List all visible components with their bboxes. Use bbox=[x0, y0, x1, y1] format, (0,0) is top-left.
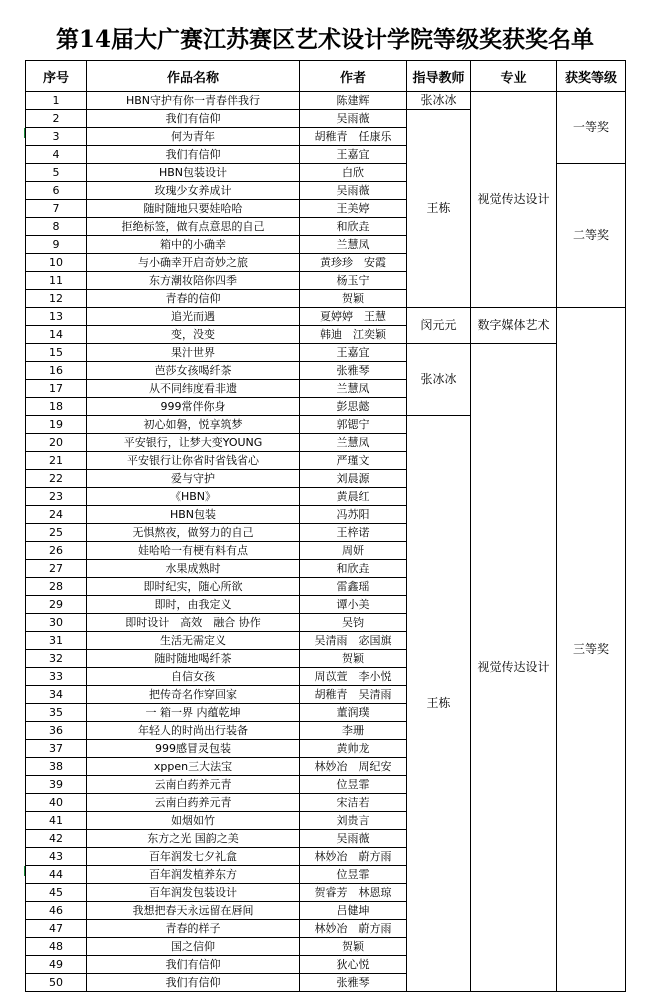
header-author: 作者 bbox=[300, 61, 407, 92]
page-title: 第14届大广赛江苏赛区艺术设计学院等级奖获奖名单 bbox=[55, 26, 594, 53]
seq-cell: 20 bbox=[26, 434, 87, 452]
author-cell: 吴雨薇 bbox=[300, 182, 407, 200]
work-name-cell: 百年润发植养东方 bbox=[87, 866, 300, 884]
table-body bbox=[26, 92, 626, 992]
author-cell: 林妙冶 蔚方雨 bbox=[300, 920, 407, 938]
author-cell: 吴钧 bbox=[300, 614, 407, 632]
work-name-cell: 《HBN》 bbox=[87, 488, 300, 506]
author-cell: 胡稚青 任康乐 bbox=[300, 128, 407, 146]
work-name-cell: 从不同纬度看非遗 bbox=[87, 380, 300, 398]
seq-cell: 7 bbox=[26, 200, 87, 218]
author-cell: 狄心悦 bbox=[300, 956, 407, 974]
teacher-cell: 闵元元 bbox=[407, 308, 471, 344]
author-cell: 宋洁若 bbox=[300, 794, 407, 812]
seq-cell: 23 bbox=[26, 488, 87, 506]
author-cell: 林妙冶 蔚方雨 bbox=[300, 848, 407, 866]
author-cell: 贺睿芳 林恩琼 bbox=[300, 884, 407, 902]
author-cell: 贺颖 bbox=[300, 938, 407, 956]
author-cell: 兰慧凤 bbox=[300, 380, 407, 398]
work-name-cell: 东方潮妆陪你四季 bbox=[87, 272, 300, 290]
work-name-cell: 随时随地喝纤茶 bbox=[87, 650, 300, 668]
author-cell: 吴清雨 宓国旗 bbox=[300, 632, 407, 650]
major-cell: 视觉传达设计 bbox=[471, 344, 557, 992]
author-cell: 冯苏阳 bbox=[300, 506, 407, 524]
work-name-cell: 百年润发包装设计 bbox=[87, 884, 300, 902]
header-teacher: 指导教师 bbox=[407, 61, 471, 92]
seq-cell: 2 bbox=[26, 110, 87, 128]
table-row bbox=[26, 344, 626, 362]
seq-cell: 6 bbox=[26, 182, 87, 200]
author-cell: 兰慧凤 bbox=[300, 236, 407, 254]
award-table bbox=[25, 60, 626, 992]
work-name-cell: 国之信仰 bbox=[87, 938, 300, 956]
seq-cell: 30 bbox=[26, 614, 87, 632]
header-major: 专业 bbox=[471, 61, 557, 92]
seq-cell: 48 bbox=[26, 938, 87, 956]
work-name-cell: 生活无需定义 bbox=[87, 632, 300, 650]
author-cell: 胡稚青 吴清雨 bbox=[300, 686, 407, 704]
author-cell: 董润璞 bbox=[300, 704, 407, 722]
seq-cell: 19 bbox=[26, 416, 87, 434]
seq-cell: 14 bbox=[26, 326, 87, 344]
seq-cell: 29 bbox=[26, 596, 87, 614]
seq-cell: 10 bbox=[26, 254, 87, 272]
author-cell: 周妍 bbox=[300, 542, 407, 560]
seq-cell: 9 bbox=[26, 236, 87, 254]
work-name-cell: 娃哈哈一有梗有料有点 bbox=[87, 542, 300, 560]
author-cell: 张雅琴 bbox=[300, 362, 407, 380]
work-name-cell: 我们有信仰 bbox=[87, 974, 300, 992]
seq-cell: 8 bbox=[26, 218, 87, 236]
seq-cell: 37 bbox=[26, 740, 87, 758]
work-name-cell: 变，没变 bbox=[87, 326, 300, 344]
work-name-cell: 一 箱一界 内蕴乾坤 bbox=[87, 704, 300, 722]
seq-cell: 34 bbox=[26, 686, 87, 704]
work-name-cell: 与小确幸开启奇妙之旅 bbox=[87, 254, 300, 272]
seq-cell: 35 bbox=[26, 704, 87, 722]
author-cell: 位昱霏 bbox=[300, 866, 407, 884]
author-cell: 王美婷 bbox=[300, 200, 407, 218]
author-cell: 王梓诺 bbox=[300, 524, 407, 542]
seq-cell: 13 bbox=[26, 308, 87, 326]
author-cell: 张雅琴 bbox=[300, 974, 407, 992]
seq-cell: 42 bbox=[26, 830, 87, 848]
work-name-cell: 我们有信仰 bbox=[87, 956, 300, 974]
author-cell: 王嘉宜 bbox=[300, 344, 407, 362]
author-cell: 彭思懿 bbox=[300, 398, 407, 416]
seq-cell: 5 bbox=[26, 164, 87, 182]
author-cell: 吕健坤 bbox=[300, 902, 407, 920]
seq-cell: 46 bbox=[26, 902, 87, 920]
seq-cell: 47 bbox=[26, 920, 87, 938]
seq-cell: 43 bbox=[26, 848, 87, 866]
author-cell: 刘晨源 bbox=[300, 470, 407, 488]
work-name-cell: HBN包装设计 bbox=[87, 164, 300, 182]
seq-cell: 31 bbox=[26, 632, 87, 650]
author-cell: 位昱霏 bbox=[300, 776, 407, 794]
teacher-cell: 王栋 bbox=[407, 416, 471, 992]
author-cell: 雷鑫瑶 bbox=[300, 578, 407, 596]
major-cell: 数字媒体艺术 bbox=[471, 308, 557, 344]
seq-cell: 44 bbox=[26, 866, 87, 884]
author-cell: 杨玉宁 bbox=[300, 272, 407, 290]
work-name-cell: 云南白药养元青 bbox=[87, 794, 300, 812]
author-cell: 贺颖 bbox=[300, 650, 407, 668]
seq-cell: 16 bbox=[26, 362, 87, 380]
work-name-cell: 即时设计 高效 融合 协作 bbox=[87, 614, 300, 632]
author-cell: 夏婷婷 王慧 bbox=[300, 308, 407, 326]
work-name-cell: 如烟如竹 bbox=[87, 812, 300, 830]
author-cell: 黄帅龙 bbox=[300, 740, 407, 758]
seq-cell: 21 bbox=[26, 452, 87, 470]
seq-cell: 41 bbox=[26, 812, 87, 830]
work-name-cell: 果汁世界 bbox=[87, 344, 300, 362]
work-name-cell: 云南白药养元青 bbox=[87, 776, 300, 794]
header-work: 作品名称 bbox=[87, 61, 300, 92]
seq-cell: 24 bbox=[26, 506, 87, 524]
author-cell: 王嘉宜 bbox=[300, 146, 407, 164]
author-cell: 韩迪 江奕颖 bbox=[300, 326, 407, 344]
seq-cell: 25 bbox=[26, 524, 87, 542]
award-level-cell: 三等奖 bbox=[557, 308, 626, 992]
seq-cell: 18 bbox=[26, 398, 87, 416]
seq-cell: 26 bbox=[26, 542, 87, 560]
teacher-cell: 张冰冰 bbox=[407, 344, 471, 416]
work-name-cell: 年轻人的时尚出行装备 bbox=[87, 722, 300, 740]
work-name-cell: 即时纪实，随心所欲 bbox=[87, 578, 300, 596]
work-name-cell: 追光而遇 bbox=[87, 308, 300, 326]
seq-cell: 40 bbox=[26, 794, 87, 812]
teacher-cell: 张冰冰 bbox=[407, 92, 471, 110]
award-level-cell: 二等奖 bbox=[557, 164, 626, 308]
award-level-cell: 一等奖 bbox=[557, 92, 626, 164]
work-name-cell: 随时随地只要娃哈哈 bbox=[87, 200, 300, 218]
work-name-cell: 我们有信仰 bbox=[87, 146, 300, 164]
table-header-row bbox=[26, 61, 626, 92]
work-name-cell: 百年润发七夕礼盒 bbox=[87, 848, 300, 866]
work-name-cell: HBN守护有你一青春伴我行 bbox=[87, 92, 300, 110]
seq-cell: 39 bbox=[26, 776, 87, 794]
work-name-cell: 拒绝标签，做有点意思的自己 bbox=[87, 218, 300, 236]
work-name-cell: 999常伴你身 bbox=[87, 398, 300, 416]
work-name-cell: 青春的信仰 bbox=[87, 290, 300, 308]
author-cell: 兰慧凤 bbox=[300, 434, 407, 452]
work-name-cell: 水果成熟时 bbox=[87, 560, 300, 578]
work-name-cell: HBN包装 bbox=[87, 506, 300, 524]
work-name-cell: 爱与守护 bbox=[87, 470, 300, 488]
author-cell: 和欣垚 bbox=[300, 560, 407, 578]
seq-cell: 32 bbox=[26, 650, 87, 668]
work-name-cell: 青春的样子 bbox=[87, 920, 300, 938]
work-name-cell: 我想把春天永远留在唇间 bbox=[87, 902, 300, 920]
seq-cell: 11 bbox=[26, 272, 87, 290]
seq-cell: 12 bbox=[26, 290, 87, 308]
author-cell: 谭小美 bbox=[300, 596, 407, 614]
seq-cell: 36 bbox=[26, 722, 87, 740]
author-cell: 和欣垚 bbox=[300, 218, 407, 236]
author-cell: 白欣 bbox=[300, 164, 407, 182]
author-cell: 黄珍珍 安霞 bbox=[300, 254, 407, 272]
header-seq: 序号 bbox=[26, 61, 87, 92]
work-name-cell: 东方之光 国韵之美 bbox=[87, 830, 300, 848]
seq-cell: 17 bbox=[26, 380, 87, 398]
author-cell: 刘贵言 bbox=[300, 812, 407, 830]
author-cell: 吴雨薇 bbox=[300, 830, 407, 848]
work-name-cell: 箱中的小确幸 bbox=[87, 236, 300, 254]
work-name-cell: 999感冒灵包装 bbox=[87, 740, 300, 758]
author-cell: 黄晨红 bbox=[300, 488, 407, 506]
seq-cell: 45 bbox=[26, 884, 87, 902]
table-row bbox=[26, 308, 626, 326]
seq-cell: 28 bbox=[26, 578, 87, 596]
seq-cell: 33 bbox=[26, 668, 87, 686]
work-name-cell: 我们有信仰 bbox=[87, 110, 300, 128]
work-name-cell: 芭莎女孩喝纤茶 bbox=[87, 362, 300, 380]
work-name-cell: 自信女孩 bbox=[87, 668, 300, 686]
major-cell: 视觉传达设计 bbox=[471, 92, 557, 308]
seq-cell: 27 bbox=[26, 560, 87, 578]
seq-cell: 50 bbox=[26, 974, 87, 992]
seq-cell: 15 bbox=[26, 344, 87, 362]
work-name-cell: xppen三大法宝 bbox=[87, 758, 300, 776]
author-cell: 严瑾文 bbox=[300, 452, 407, 470]
header-award: 获奖等级 bbox=[557, 61, 626, 92]
author-cell: 李珊 bbox=[300, 722, 407, 740]
work-name-cell: 即时，由我定义 bbox=[87, 596, 300, 614]
work-name-cell: 初心如磐，悦享筑梦 bbox=[87, 416, 300, 434]
seq-cell: 49 bbox=[26, 956, 87, 974]
teacher-cell: 王栋 bbox=[407, 110, 471, 308]
work-name-cell: 玫瑰少女养成计 bbox=[87, 182, 300, 200]
author-cell: 贺颖 bbox=[300, 290, 407, 308]
seq-cell: 38 bbox=[26, 758, 87, 776]
table-row bbox=[26, 92, 626, 110]
author-cell: 吴雨薇 bbox=[300, 110, 407, 128]
work-name-cell: 何为青年 bbox=[87, 128, 300, 146]
seq-cell: 1 bbox=[26, 92, 87, 110]
seq-cell: 22 bbox=[26, 470, 87, 488]
work-name-cell: 无惧熬夜，做努力的自己 bbox=[87, 524, 300, 542]
work-name-cell: 把传奇名作穿回家 bbox=[87, 686, 300, 704]
author-cell: 郭锶宁 bbox=[300, 416, 407, 434]
seq-cell: 3 bbox=[26, 128, 87, 146]
author-cell: 林妙冶 周纪安 bbox=[300, 758, 407, 776]
author-cell: 周苡萱 李小悦 bbox=[300, 668, 407, 686]
work-name-cell: 平安银行，让梦大变YOUNG bbox=[87, 434, 300, 452]
author-cell: 陈建辉 bbox=[300, 92, 407, 110]
seq-cell: 4 bbox=[26, 146, 87, 164]
work-name-cell: 平安银行让你省时省钱省心 bbox=[87, 452, 300, 470]
